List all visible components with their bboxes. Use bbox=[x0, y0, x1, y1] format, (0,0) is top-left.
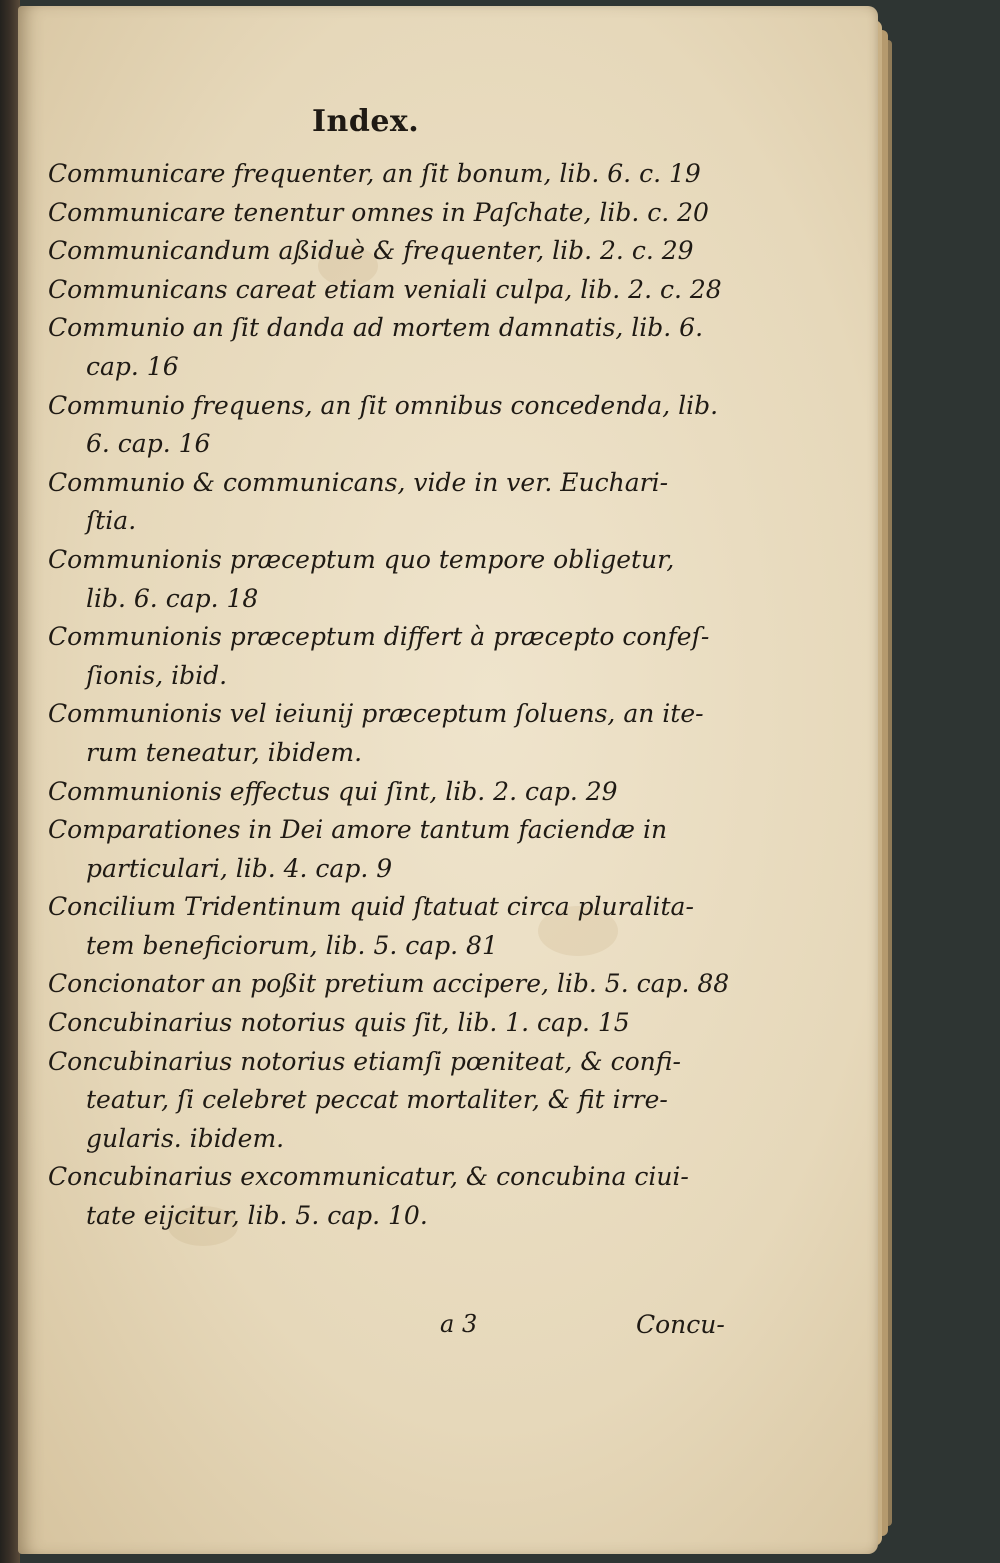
page-footer bbox=[0, 1310, 740, 1350]
index-line: Concionator an poßit pretium accipere, lib. 5. cap. 88 bbox=[48, 969, 730, 999]
index-line-continuation: lib. 6. cap. 18 bbox=[86, 583, 259, 613]
index-line-continuation: tate eijcitur, lib. 5. cap. 10. bbox=[86, 1201, 428, 1231]
index-line: Communionis vel ieiunij præceptum ſoluens, an ite- bbox=[48, 699, 704, 729]
index-line-continuation: ſtia. bbox=[86, 506, 137, 536]
index-line: Communicare frequenter, an ſit bonum, lib. 6. c. 19 bbox=[48, 159, 701, 188]
index-line: Communionis præceptum differt à præcepto confeſ- bbox=[48, 622, 710, 652]
index-entries bbox=[48, 155, 728, 1236]
index-line: Communio an ſit danda ad mortem damnatis, lib. 6. bbox=[48, 313, 704, 343]
index-line-continuation: ſionis, ibid. bbox=[86, 660, 228, 690]
index-line-continuation: particulari, lib. 4. cap. 9 bbox=[86, 853, 393, 883]
index-line: Communionis præceptum quo tempore obligetur, bbox=[48, 544, 675, 574]
signature-mark: a 3 bbox=[440, 1310, 478, 1338]
index-line: Concubinarius excommunicatur, & concubina ciui- bbox=[48, 1162, 689, 1192]
index-line: Concilium Tridentinum quid ſtatuat circa pluralita- bbox=[48, 892, 694, 922]
index-line: Communio frequens, an ſit omnibus concedenda, lib. bbox=[48, 390, 719, 420]
index-line: Communicare tenentur omnes in Paſchate, lib. c. 20 bbox=[48, 197, 709, 227]
index-line-continuation: rum teneatur, ibidem. bbox=[86, 737, 363, 767]
index-line: Concubinarius notorius quis ſit, lib. 1. cap. 15 bbox=[48, 1008, 630, 1038]
index-line: Communionis effectus qui ſint, lib. 2. cap. 29 bbox=[48, 776, 618, 806]
index-line-continuation: teatur, ſi celebret peccat mortaliter, & fit irre- bbox=[86, 1085, 668, 1115]
index-line-continuation: gularis. ibidem. bbox=[86, 1123, 285, 1153]
index-line-continuation: tem beneficiorum, lib. 5. cap. 81 bbox=[86, 930, 498, 960]
index-line: Communicans careat etiam veniali culpa, lib. 2. c. 28 bbox=[48, 274, 722, 304]
index-line: Communicandum aßiduè & frequenter, lib. 2. c. 29 bbox=[48, 236, 694, 266]
index-line-continuation: 6. cap. 16 bbox=[86, 429, 211, 459]
index-line-continuation: cap. 16 bbox=[86, 351, 179, 381]
catchword: Concu- bbox=[636, 1310, 725, 1339]
page-edge bbox=[888, 40, 892, 1526]
index-line: Comparationes in Dei amore tantum faciendæ in bbox=[48, 815, 668, 845]
index-line: Concubinarius notorius etiamſi pœniteat, & confi- bbox=[48, 1046, 681, 1076]
page-header: Index. bbox=[312, 104, 420, 139]
index-line: Communio & communicans, vide in ver. Euchari- bbox=[48, 467, 669, 497]
